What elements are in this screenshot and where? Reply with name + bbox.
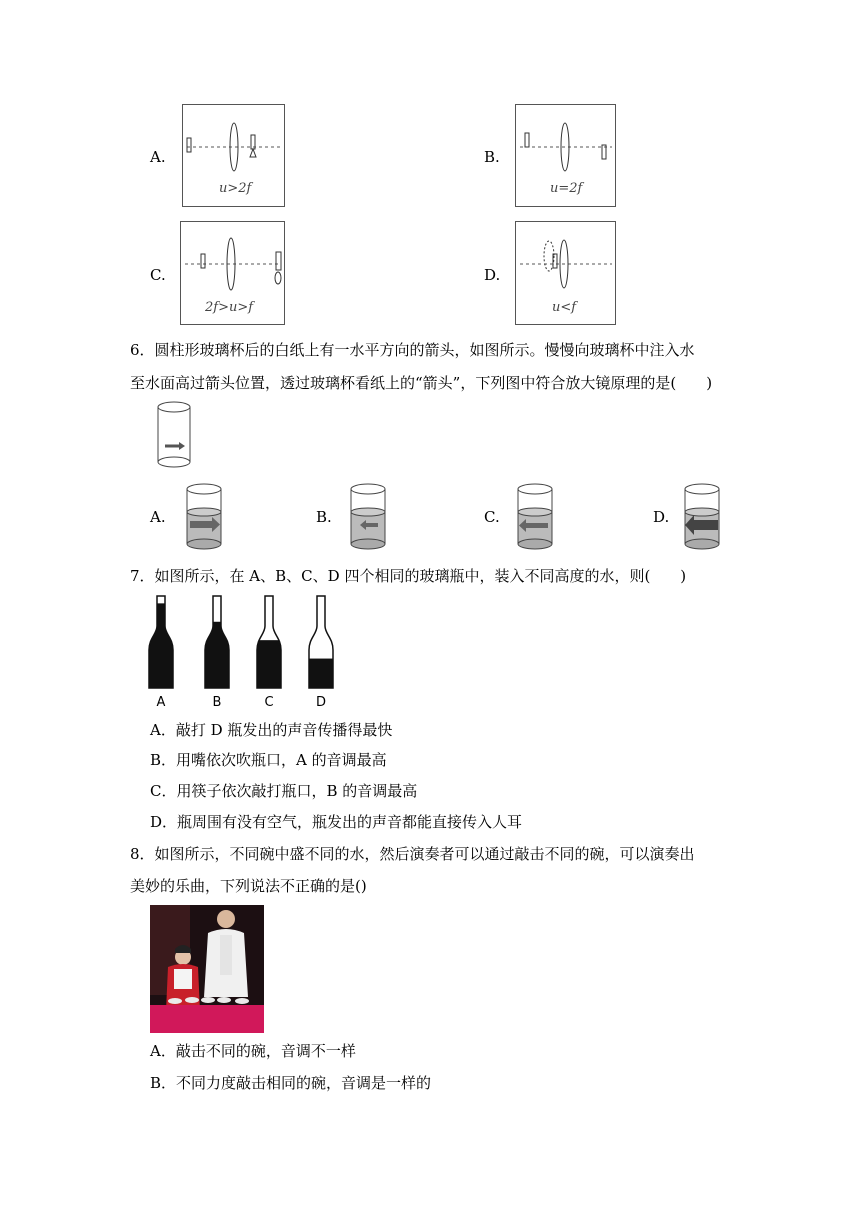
bottle-water-d [307,659,335,688]
q5-option-b-label: B. [484,148,500,166]
q8-stem-line-2: 美妙的乐曲，下列说法不正确的是() [130,877,367,895]
q5-option-b-diagram [515,104,616,207]
q5-option-a-diagram [182,104,285,207]
q5-option-d-diagram [515,221,616,325]
q6-option-b-label: B. [316,508,332,526]
q5-option-a-caption: u>2f [219,181,252,196]
q6-option-a-label: A. [150,508,166,526]
bottle-label-a: A [156,695,166,710]
q5-option-c-label: C. [150,266,166,284]
q6-option-d-label: D. [653,508,670,526]
q6-cup-reference-figure [155,400,193,470]
bottle-label-d: D [315,695,327,710]
q6-option-d-cup [682,482,722,550]
q5-option-d-caption: u<f [552,300,577,315]
q8-performance-photo [150,905,264,1033]
q5-option-b-caption: u=2f [550,181,583,196]
q8-stem-line-1: 8．如图所示，不同碗中盛不同的水，然后演奏者可以通过敲击不同的碗，可以演奏出 [130,845,695,863]
q5-option-d-label: D. [484,266,501,284]
q6-stem-line-1: 6．圆柱形玻璃杯后的白纸上有一水平方向的箭头，如图所示。慢慢向玻璃杯中注入水 [130,341,695,359]
bowl-music-photo-illustration [150,905,264,1033]
bottle-c [255,596,283,710]
q8-option-b: B．不同力度敲击相同的碗，音调是一样的 [150,1074,432,1092]
q8-option-a: A．敲击不同的碗，音调不一样 [150,1042,356,1060]
bottle-water-c [255,640,283,688]
q5-option-c-caption: 2f>u>f [205,300,254,315]
q7-bottles-figure [145,592,345,710]
bottle-d [307,596,335,710]
bottle-water-a [147,603,175,688]
bottle-label-b: B [212,695,222,710]
bottle-a [147,596,175,710]
q7-option-d: D．瓶周围有没有空气，瓶发出的声音都能直接传入人耳 [150,813,523,831]
q6-option-c-cup [515,482,555,550]
bottle-b [203,596,231,710]
q7-option-c: C．用筷子依次敲打瓶口，B 的音调最高 [150,782,418,800]
q6-stem-line-2: 至水面高过箭头位置，透过玻璃杯看纸上的“箭头”，下列图中符合放大镜原理的是( ) [130,374,713,392]
q7-option-b: B．用嘴依次吹瓶口，A 的音调最高 [150,751,387,769]
q7-stem: 7．如图所示，在 A、B、C、D 四个相同的玻璃瓶中，装入不同高度的水，则( ) [130,567,687,585]
q5-option-c-diagram [180,221,285,325]
q7-option-a: A．敲打 D 瓶发出的声音传播得最快 [150,721,393,739]
q6-option-a-cup [184,482,224,550]
bottle-label-c: C [264,695,274,710]
q6-option-b-cup [348,482,388,550]
q5-option-a-label: A. [150,148,166,166]
bottle-water-b [203,622,231,688]
q6-option-c-label: C. [484,508,500,526]
